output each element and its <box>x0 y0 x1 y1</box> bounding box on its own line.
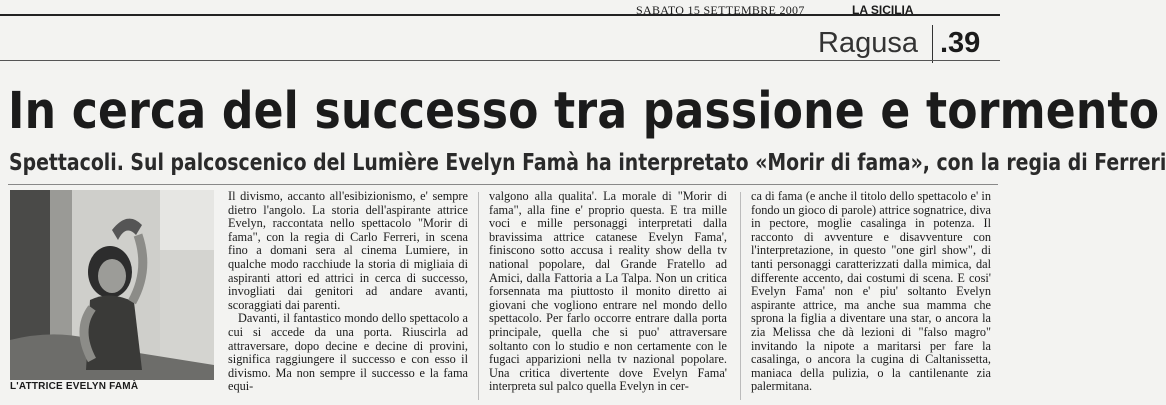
headline-rule <box>8 184 998 185</box>
section-divider <box>932 25 933 63</box>
section-rule <box>0 60 1000 61</box>
article-subheadline <box>9 150 1166 176</box>
column-2-paragraph-1: valgono alla qualita'. La morale di "Morir di fama", alla fine e' proprio questa. E tra mille voci e mille personaggi interpretati dalla bravissima attrice catanese Evelyn Fama', finiscono sotto accusa i reality show della tv national popolare, dal Grande Fratello ad Amici, dalla Fattoria a La Talpa. Non un critica forsennata ma piuttosto il monito diretto ai giovani che vogliono entrare nel mondo dello spettacolo. Per farlo occorre entrare dalla porta principale, quella che si puo' attraversare soltanto con lo studio e non certamente con le fugaci apparizioni nella tv nazional popolare. Una critica divertente dove Evelyn Fama' interpreta sul palco quella Evelyn in cer- <box>489 189 727 394</box>
article-headline: In cerca del successo tra passione e tormento <box>8 82 1160 141</box>
column-divider <box>478 192 479 400</box>
column-divider <box>740 192 741 400</box>
article-column-2 <box>489 190 727 394</box>
subheadline-text: Sul palcoscenico del Lumière Evelyn Famà ha interpretato «Morir di fama», con la regia di Ferreri <box>130 150 1166 176</box>
masthead-rule <box>0 14 1000 16</box>
article-column-3 <box>751 190 991 394</box>
page-number: .39 <box>940 27 981 59</box>
column-3-paragraph-1: ca di fama (e anche il titolo dello spettacolo e' in fondo un gioco di parole) attrice sognatrice, diva in pectore, moglie casalinga in potenza. Il racconto di avventure e disavventure con l'interpretazione, in questo "one girl show", di tanti personaggi caratterizzati dalla mimica, dal differente accento, dai costumi di scena. E cosi' Evelyn Fama' non e' piu' soltanto Evelyn aspirante attrice, ma anche sua mamma che sprona la figlia a diventare una star, o ancora la zia Melissa che dà lezioni di "falso magro" invitando la nipote a maritarsi per fare la casalinga, o ancora la cugina di Caltanissetta, maniaca della pulizia, o la cantilenante zia palermitana. <box>751 189 991 394</box>
photo-caption: L'ATTRICE EVELYN FAMÀ <box>10 381 139 392</box>
section-name: Ragusa <box>818 27 918 59</box>
issue-date: SABATO 15 SETTEMBRE 2007 <box>636 3 805 17</box>
actress-photo-illustration <box>10 190 214 380</box>
article-photo <box>10 190 214 380</box>
column-1-paragraph-1: Il divismo, accanto all'esibizionismo, e' sempre dietro l'angolo. La storia dell'aspirante attrice Evelyn, raccontata nello spettacolo "Morir di fama", con la regia di Carlo Ferreri, in scena fino a domani sera al cinema Lumiere, in qualche modo racchiude la storia di migliaia di aspiranti attori ed attrici in cerca di successo, invogliati dai genitori ad andare avanti, scoraggiati dai parenti. <box>228 189 468 312</box>
newspaper-name: LA SICILIA <box>852 3 914 17</box>
article-kicker: Spettacoli. <box>9 150 124 176</box>
column-1-paragraph-2: Davanti, il fantastico mondo dello spettacolo a cui si accede da una porta. Riuscirla ad attraversare, dopo decine e decine di provini, significa raggiungere il successo e con esso il divismo. Ma non sempre il successo e la fama equi- <box>228 311 468 394</box>
article-column-1 <box>228 190 468 394</box>
